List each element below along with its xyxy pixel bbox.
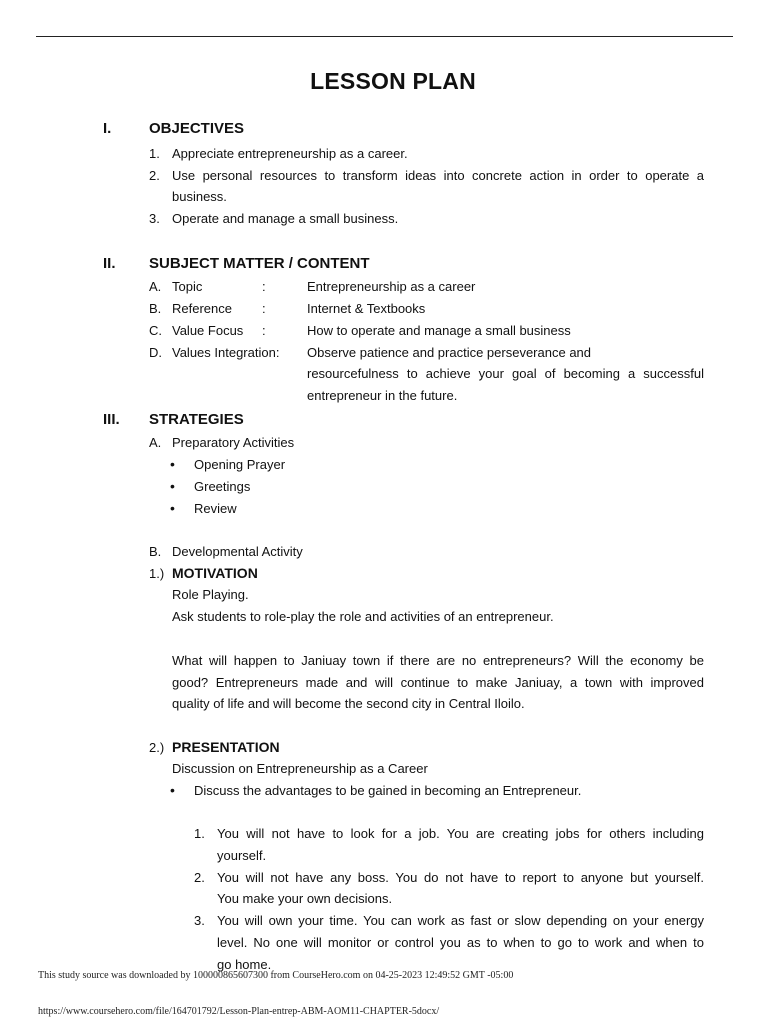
advantage-text: You will not have to look for a job. You are creating jobs for others including (217, 826, 704, 841)
advantage-text: You make your own decisions. (217, 891, 393, 906)
section-numeral-subject-matter: II. (103, 255, 116, 272)
bullet-mark: • (170, 782, 175, 798)
activity-number: 2.) (149, 740, 165, 755)
section-numeral-strategies: III. (103, 411, 120, 428)
subject-row-letter: C. (149, 323, 162, 338)
strategy-letter: A. (149, 435, 162, 450)
subject-row-colon: : (262, 323, 266, 338)
subject-row-value: Internet & Textbooks (307, 301, 426, 316)
objective-text: Appreciate entrepreneurship as a career. (172, 146, 408, 161)
objective-text: Use personal resources to transform ideas into concrete action in order to operate a (172, 168, 704, 183)
bullet-mark: • (170, 478, 175, 494)
bullet-mark: • (170, 456, 175, 472)
advantage-text: You will not have any boss. You do not have to report to anyone but yourself. (217, 870, 704, 885)
subject-row-value: resourcefulness to achieve your goal of becoming a successful (307, 366, 704, 381)
objective-text: Operate and manage a small business. (172, 211, 399, 226)
subject-row-label: Reference (172, 301, 232, 316)
activity-text: Ask students to role-play the role and activities of an entrepreneur. (172, 609, 554, 624)
activity-heading-presentation: PRESENTATION (172, 739, 280, 755)
subject-row-label: Value Focus (172, 323, 244, 338)
objective-number: 3. (149, 211, 160, 226)
subject-row-letter: A. (149, 279, 162, 294)
subject-row-colon: : (262, 301, 266, 316)
subject-row-value: Observe patience and practice perseverance and (307, 345, 592, 360)
bullet-item: Review (194, 501, 237, 516)
subject-row-letter: B. (149, 301, 162, 316)
strategy-letter: B. (149, 544, 162, 559)
subject-row-value: Entrepreneurship as a career (307, 279, 476, 294)
section-heading-strategies: STRATEGIES (149, 411, 244, 428)
subject-row-colon: : (262, 279, 266, 294)
advantage-number: 1. (194, 826, 205, 841)
motivation-paragraph: What will happen to Janiuay town if there are no entrepreneurs? Will the economy be (172, 653, 704, 668)
subject-row-label: Values Integration: (172, 345, 280, 360)
download-note: This study source was downloaded by 100000865607300 from CourseHero.com on 04-25-2023 12:49:52 GMT -05:00 (38, 970, 514, 981)
advantage-text: You will own your time. You can work as fast or slow depending on your energy (217, 913, 704, 928)
advantage-text: yourself. (217, 848, 267, 863)
strategy-label: Preparatory Activities (172, 435, 295, 450)
activity-text: Discussion on Entrepreneurship as a Career (172, 761, 428, 776)
page-title: LESSON PLAN (310, 68, 476, 94)
advantage-text: level. No one will monitor or control you as to when to go to work and when to (217, 935, 704, 950)
top-rule (36, 36, 733, 37)
motivation-paragraph: good? Entrepreneurs made and will continue to make Janiuay, a town with improved (172, 675, 704, 690)
activity-heading-motivation: MOTIVATION (172, 565, 258, 581)
section-numeral-objectives: I. (103, 120, 112, 137)
objective-number: 2. (149, 168, 160, 183)
advantage-text: go home. (217, 957, 272, 972)
section-heading-subject-matter: SUBJECT MATTER / CONTENT (149, 255, 370, 272)
section-heading-objectives: OBJECTIVES (149, 120, 245, 137)
strategy-label: Developmental Activity (172, 544, 303, 559)
objective-number: 1. (149, 146, 160, 161)
bullet-item: Opening Prayer (194, 457, 286, 472)
bullet-item: Discuss the advantages to be gained in becoming an Entrepreneur. (194, 783, 582, 798)
activity-text: Role Playing. (172, 587, 249, 602)
advantage-number: 2. (194, 870, 205, 885)
bullet-mark: • (170, 500, 175, 516)
subject-row-letter: D. (149, 345, 162, 360)
bullet-item: Greetings (194, 479, 251, 494)
motivation-paragraph: quality of life and will become the second city in Central Iloilo. (172, 696, 525, 711)
activity-number: 1.) (149, 566, 165, 581)
subject-row-label: Topic (172, 279, 203, 294)
subject-row-value: How to operate and manage a small business (307, 323, 571, 338)
subject-row-value: entrepreneur in the future. (307, 388, 458, 403)
source-url[interactable]: https://www.coursehero.com/file/164701792/Lesson-Plan-entrep-ABM-AOM11-CHAPTER-5docx/ (38, 1006, 440, 1017)
advantage-number: 3. (194, 913, 205, 928)
objective-text: business. (172, 189, 227, 204)
